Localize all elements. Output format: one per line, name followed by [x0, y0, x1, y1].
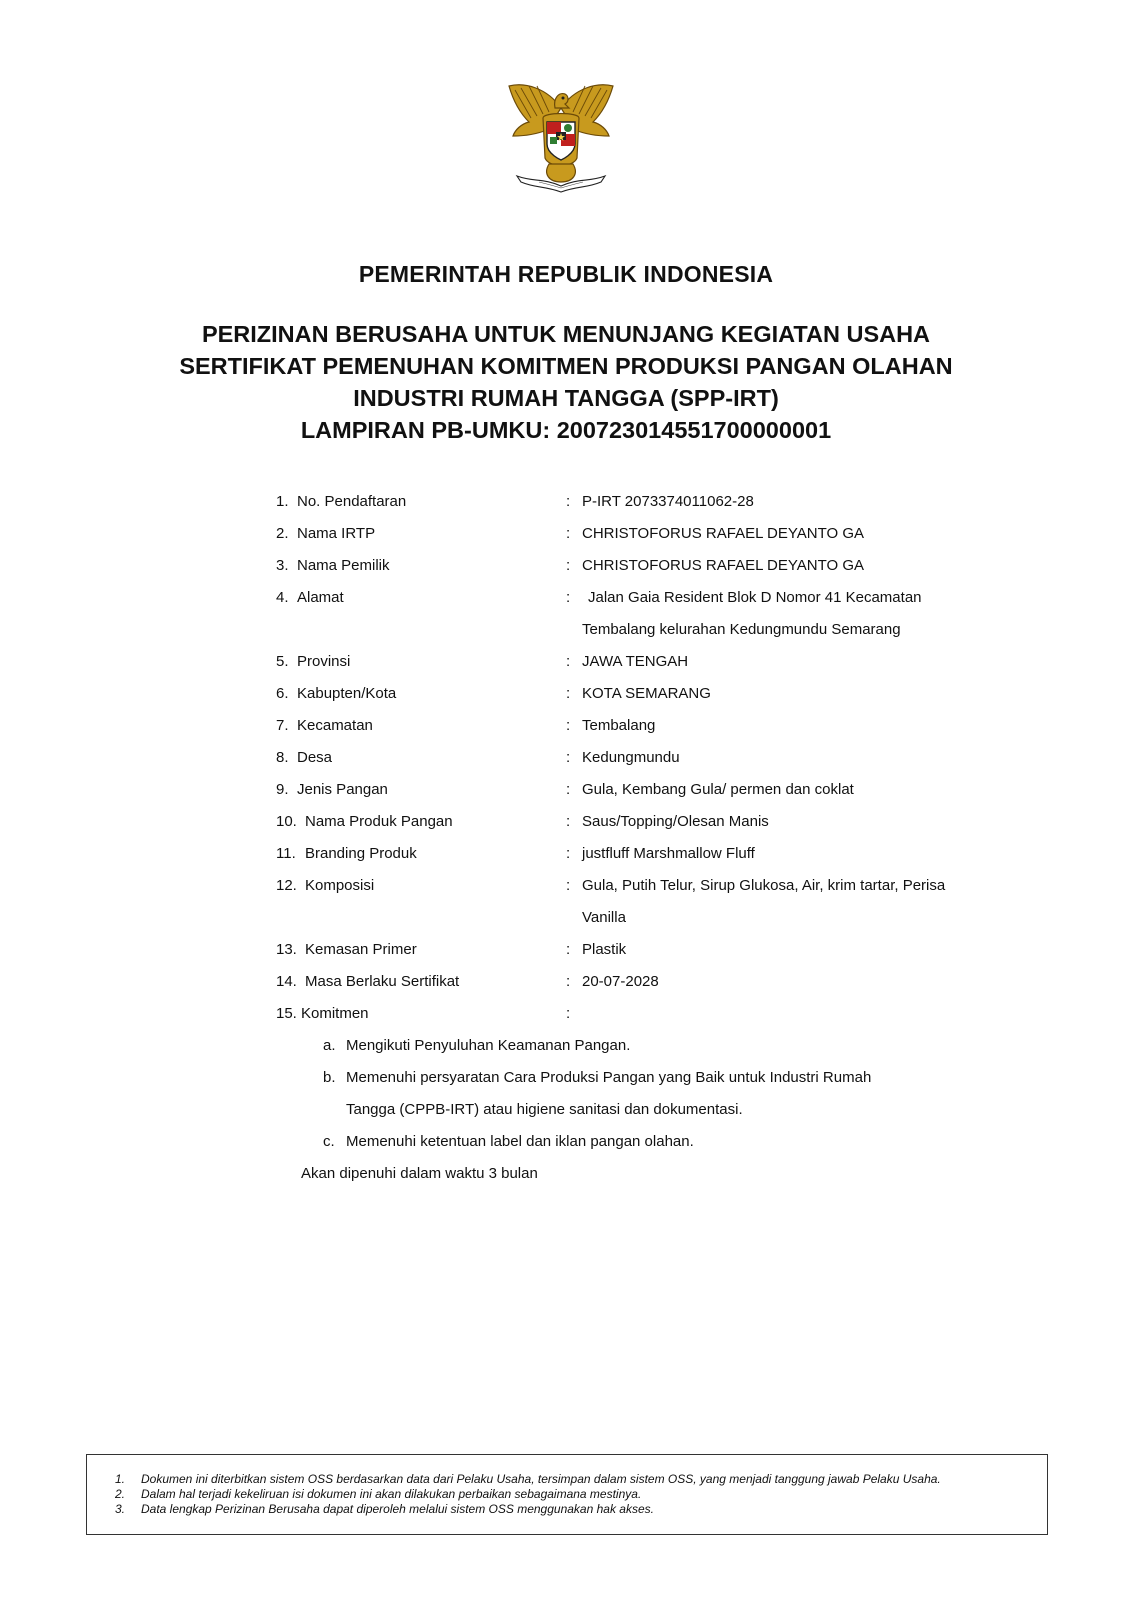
field-label: Alamat — [297, 589, 344, 606]
field-colon: : — [566, 749, 571, 766]
note-number: 3. — [115, 1502, 126, 1516]
field-value: justfluff Marshmallow Fluff — [582, 845, 755, 862]
field-label: Kemasan Primer — [305, 941, 417, 958]
government-heading: PEMERINTAH REPUBLIK INDONESIA — [358, 261, 774, 287]
field-label: Komitmen — [301, 1005, 369, 1022]
field-colon: : — [566, 557, 571, 574]
komitmen-text: Memenuhi ketentuan label dan iklan pangan olahan. — [346, 1133, 694, 1150]
field-value: Gula, Kembang Gula/ permen dan coklat — [582, 781, 854, 798]
title-line: LAMPIRAN PB-UMKU: 200723014551700000001 — [300, 417, 832, 443]
title-line: SERTIFIKAT PEMENUHAN KOMITMEN PRODUKSI PANGAN OLAHAN — [179, 353, 953, 379]
field-number: 3. — [276, 557, 289, 574]
field-number: 8. — [276, 749, 289, 766]
field-value: Plastik — [582, 941, 627, 958]
komitmen-letter: b. — [323, 1069, 336, 1086]
field-colon: : — [566, 685, 571, 702]
field-number: 13. — [276, 941, 297, 958]
field-number: 11. — [276, 845, 296, 862]
field-label: Kabupten/Kota — [297, 685, 397, 702]
komitmen-letter: a. — [323, 1037, 336, 1054]
field-colon: : — [566, 653, 571, 670]
field-value: JAWA TENGAH — [582, 653, 689, 670]
field-value: Tembalang — [582, 717, 656, 734]
field-value: Gula, Putih Telur, Sirup Glukosa, Air, krim tartar, Perisa — [582, 877, 946, 894]
komitmen-text-continued: Tangga (CPPB-IRT) atau higiene sanitasi dan dokumentasi. — [346, 1101, 743, 1118]
field-value-continued: Tembalang kelurahan Kedungmundu Semarang — [582, 621, 901, 638]
komitmen-text: Mengikuti Penyuluhan Keamanan Pangan. — [346, 1037, 631, 1054]
komitmen-deadline: Akan dipenuhi dalam waktu 3 bulan — [301, 1165, 538, 1182]
field-label: Nama IRTP — [297, 525, 376, 542]
field-value: CHRISTOFORUS RAFAEL DEYANTO GA — [582, 525, 864, 542]
field-colon: : — [566, 525, 571, 542]
note-number: 2. — [115, 1487, 126, 1501]
field-value: KOTA SEMARANG — [582, 685, 711, 702]
komitmen-text: Memenuhi persyaratan Cara Produksi Pangan yang Baik untuk Industri Rumah — [346, 1069, 872, 1086]
field-colon: : — [566, 717, 571, 734]
field-colon: : — [566, 877, 571, 894]
field-number: 15. — [276, 1005, 297, 1022]
field-number: 12. — [276, 877, 297, 894]
komitmen-letter: c. — [323, 1133, 335, 1150]
field-label: Nama Pemilik — [297, 557, 390, 574]
field-value: Saus/Topping/Olesan Manis — [582, 813, 769, 830]
field-colon: : — [566, 1005, 571, 1022]
field-label: Desa — [297, 749, 333, 766]
field-value: Jalan Gaia Resident Blok D Nomor 41 Kecamatan — [588, 589, 922, 606]
field-colon: : — [566, 845, 571, 862]
note-text: Dalam hal terjadi kekeliruan isi dokumen ini akan dilakukan perbaikan sebagaimana mestinya. — [141, 1487, 642, 1501]
field-value-continued: Vanilla — [582, 909, 626, 926]
field-label: Komposisi — [305, 877, 375, 894]
field-colon: : — [566, 493, 571, 510]
note-text: Dokumen ini diterbitkan sistem OSS berdasarkan data dari Pelaku Usaha, tersimpan dalam sistem OSS, yang menjadi tanggung jawab Pelaku Usaha. — [141, 1472, 941, 1486]
note-text: Data lengkap Perizinan Berusaha dapat diperoleh melalui sistem OSS menggunakan hak akses. — [141, 1502, 654, 1516]
field-colon: : — [566, 813, 571, 830]
field-label: Provinsi — [297, 653, 351, 670]
field-number: 7. — [276, 717, 289, 734]
field-colon: : — [566, 941, 571, 958]
field-number: 9. — [276, 781, 289, 798]
field-value: 20-07-2028 — [582, 973, 659, 990]
field-colon: : — [566, 589, 571, 606]
field-number: 1. — [276, 493, 289, 510]
field-number: 14. — [276, 973, 297, 990]
field-label: Jenis Pangan — [297, 781, 388, 798]
field-value: P-IRT 2073374011062-28 — [582, 493, 754, 510]
field-number: 6. — [276, 685, 289, 702]
field-label: Kecamatan — [297, 717, 373, 734]
title-line: PERIZINAN BERUSAHA UNTUK MENUNJANG KEGIATAN USAHA — [201, 321, 931, 347]
field-number: 5. — [276, 653, 289, 670]
field-label: Masa Berlaku Sertifikat — [305, 973, 460, 990]
field-label: Branding Produk — [305, 845, 417, 862]
disclaimer-notes-box — [86, 1454, 1048, 1535]
field-value: CHRISTOFORUS RAFAEL DEYANTO GA — [582, 557, 864, 574]
field-value: Kedungmundu — [582, 749, 680, 766]
title-line: INDUSTRI RUMAH TANGGA (SPP-IRT) — [353, 385, 779, 411]
field-label: No. Pendaftaran — [297, 493, 407, 510]
note-number: 1. — [115, 1472, 126, 1486]
field-number: 4. — [276, 589, 289, 606]
field-colon: : — [566, 973, 571, 990]
field-number: 10. — [276, 813, 297, 830]
field-number: 2. — [276, 525, 289, 542]
field-label: Nama Produk Pangan — [305, 813, 453, 830]
field-colon: : — [566, 781, 571, 798]
